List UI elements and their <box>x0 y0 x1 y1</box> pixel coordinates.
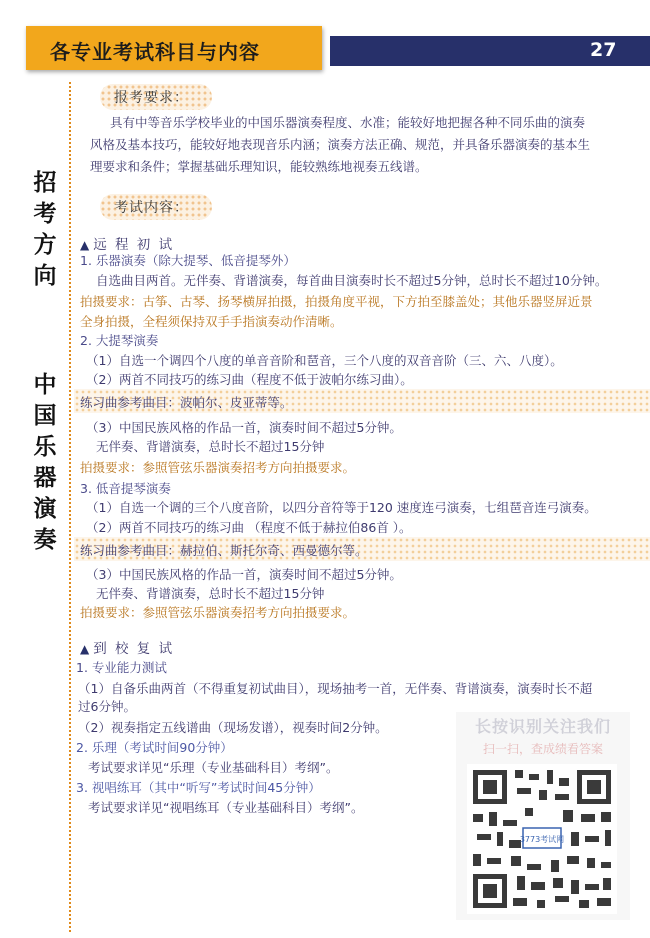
item1-req-2: 全身拍摄，全程须保持双手手指演奏动作清晰。 <box>80 314 343 329</box>
page-title-box <box>26 26 322 70</box>
qr-subtitle: 扫一扫，查成绩看答案 <box>482 742 603 756</box>
r2-item3-desc: 考试要求详见“视唱练耳（专业基础科目）考纲”。 <box>88 800 364 815</box>
r2-item2-desc: 考试要求详见“乐理（专业基础科目）考纲”。 <box>88 760 339 775</box>
round1-heading-text: 远 程 初 试 <box>93 237 175 253</box>
item1-title: 1. 乐器演奏（除大提琴、低音提琴外） <box>80 253 296 268</box>
item2-line-1: （1）自选一个调四个八度的单音音阶和琶音，三个八度的双音音阶（三、六、八度）。 <box>86 353 563 368</box>
section-pill-requirements <box>100 84 212 110</box>
requirements-line-3: 理要求和条件；掌握基础乐理知识，能较熟练地视奏五线谱。 <box>90 159 428 174</box>
left-dotted-rule <box>69 82 71 932</box>
qr-center-label: 3773考试网 <box>519 835 565 844</box>
item2-reference: 练习曲参考曲目：波帕尔、皮亚蒂等。 <box>80 395 293 410</box>
round2-heading <box>80 637 174 657</box>
side-label-direction: 招考方向 <box>33 170 57 289</box>
item3-reference: 练习曲参考曲目：赫拉伯、斯托尔奇、西曼德尔等。 <box>80 543 368 558</box>
triangle-icon: ▲ <box>80 238 90 252</box>
section-pill-label: 考试内容： <box>114 200 189 216</box>
item3-line-1: （1）自选一个调的三个八度音阶，以四分音符等于120 速度连弓演奏，七组琶音连弓演奏。 <box>86 500 597 515</box>
item2-line-2: （2）两首不同技巧的练习曲（程度不低于波帕尔练习曲）。 <box>86 372 413 387</box>
requirements-line-1: 具有中等音乐学校毕业的中国乐器演奏程度、水准；能较好地把握各种不同乐曲的演奏 <box>110 115 586 130</box>
triangle-icon: ▲ <box>80 642 90 656</box>
r2-item2-title: 2. 乐理（考试时间90分钟） <box>76 740 233 755</box>
round1-heading <box>80 233 174 253</box>
item3-line-2: （2）两首不同技巧的练习曲 （程度不低于赫拉伯86首 ）。 <box>86 520 412 535</box>
page-number: 27 <box>590 39 617 61</box>
r2-item3-title: 3. 视唱练耳（其中“听写”考试时间45分钟） <box>76 780 321 795</box>
round2-heading-text: 到 校 复 试 <box>93 641 175 657</box>
item2-req: 拍摄要求：参照管弦乐器演奏招考方向拍摄要求。 <box>80 460 356 475</box>
side-label-major: 中国乐器演奏 <box>33 372 57 553</box>
r2-item1-line-2: （2）视奏指定五线谱曲（现场发谱），视奏时间2分钟。 <box>78 720 388 735</box>
qr-code-icon[interactable] <box>467 764 617 914</box>
section-pill-content <box>100 194 212 220</box>
r2-item1-line-1b: 过6分钟。 <box>78 699 136 714</box>
item3-line-3: （3）中国民族风格的作品一首，演奏时间不超过5分钟。 <box>86 567 402 582</box>
item1-req-1: 拍摄要求：古筝、古琴、扬琴横屏拍摄，拍摄角度平视，下方拍至膝盖处；其他乐器竖屏近景 <box>80 294 593 309</box>
qr-title: 长按识别关注我们 <box>474 717 611 736</box>
r2-item1-title: 1. 专业能力测试 <box>76 660 167 675</box>
item2-title: 2. 大提琴演奏 <box>80 333 159 348</box>
item3-req: 拍摄要求：参照管弦乐器演奏招考方向拍摄要求。 <box>80 605 356 620</box>
section-pill-label: 报考要求： <box>114 90 189 106</box>
item3-line-4: 无伴奏、背谱演奏，总时长不超过15分钟 <box>96 586 325 601</box>
qr-card <box>456 712 630 920</box>
item2-line-4: 无伴奏、背谱演奏，总时长不超过15分钟 <box>96 439 325 454</box>
page-title: 各专业考试科目与内容 <box>50 40 260 64</box>
item3-title: 3. 低音提琴演奏 <box>80 481 171 496</box>
r2-item1-line-1: （1）自备乐曲两首（不得重复初试曲目），现场抽考一首，无伴奏、背谱演奏，演奏时长不超 <box>78 681 593 696</box>
requirements-line-2: 风格及基本技巧，能较好地表现音乐内涵；演奏方法正确、规范，并具备乐器演奏的基本生 <box>90 137 591 152</box>
item2-line-3: （3）中国民族风格的作品一首，演奏时间不超过5分钟。 <box>86 420 402 435</box>
item1-desc: 自选曲目两首。无伴奏、背谱演奏，每首曲目演奏时长不超过5分钟，总时长不超过10分钟。 <box>96 273 608 288</box>
